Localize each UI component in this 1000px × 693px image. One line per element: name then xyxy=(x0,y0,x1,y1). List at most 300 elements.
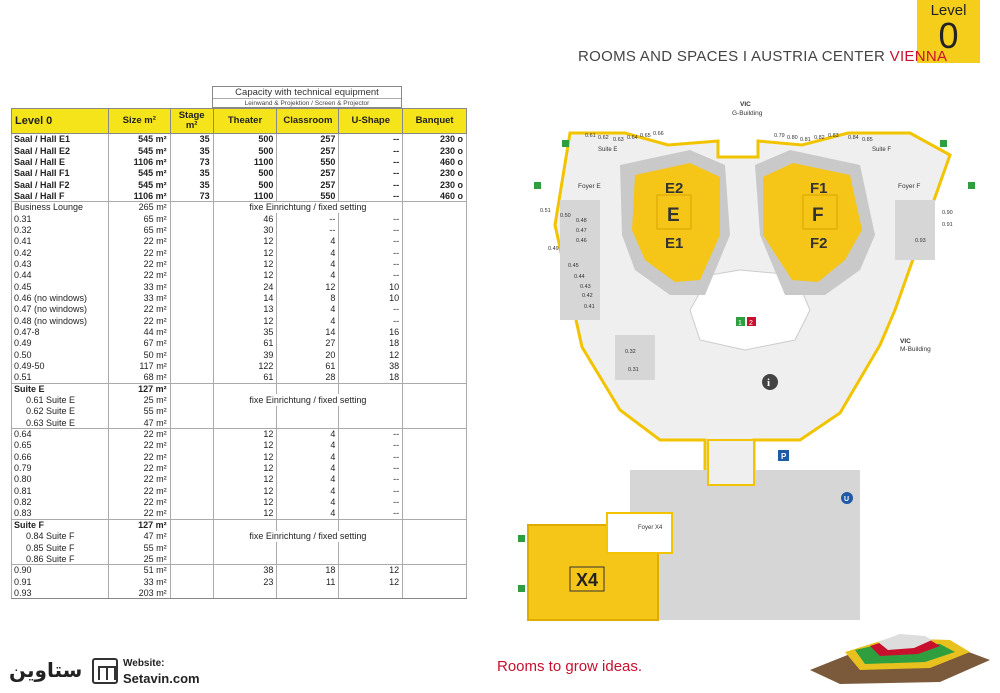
setavin-logo[interactable] xyxy=(9,656,200,686)
room-stage xyxy=(170,474,213,485)
room-ushape: -- xyxy=(339,224,403,235)
room-banquet xyxy=(403,508,467,519)
logo-farsi-text: ستاوین xyxy=(9,658,83,682)
room-banquet xyxy=(403,553,467,564)
room-stage xyxy=(170,519,213,530)
table-row xyxy=(12,383,467,394)
room-number-label: 0.80 xyxy=(787,135,798,141)
room-name: Saal / Hall E xyxy=(12,156,109,167)
room-theater: 12 xyxy=(213,236,277,247)
room-theater: 61 xyxy=(213,338,277,349)
room-ushape: -- xyxy=(339,474,403,485)
room-stage xyxy=(170,349,213,360)
room-stage xyxy=(170,360,213,371)
room-banquet xyxy=(403,576,467,587)
room-stage xyxy=(170,270,213,281)
fixed-setting-note xyxy=(213,202,403,213)
room-ushape: -- xyxy=(339,145,403,156)
room-theater: 1100 xyxy=(213,190,277,201)
table-row xyxy=(12,406,467,417)
room-theater: 12 xyxy=(213,474,277,485)
room-number-label: 0.31 xyxy=(628,367,639,373)
room-banquet xyxy=(403,485,467,496)
room-size: 22 m² xyxy=(108,236,170,247)
room-size: 22 m² xyxy=(108,270,170,281)
suite-e-label: Suite E xyxy=(598,147,618,153)
room-banquet xyxy=(403,224,467,235)
room-classroom: 257 xyxy=(277,134,339,145)
room-classroom: 61 xyxy=(277,360,339,371)
room-size: 203 m² xyxy=(108,587,170,598)
table-row xyxy=(12,190,467,201)
exit-icon xyxy=(518,535,525,542)
room-ushape: -- xyxy=(339,190,403,201)
room-theater: 35 xyxy=(213,326,277,337)
room-name: 0.49-50 xyxy=(12,360,109,371)
room-ushape: 12 xyxy=(339,349,403,360)
logo-mark-icon xyxy=(92,658,118,684)
room-theater xyxy=(213,542,277,553)
room-classroom: -- xyxy=(277,224,339,235)
room-banquet xyxy=(403,542,467,553)
table-row xyxy=(12,576,467,587)
room-name: Saal / Hall E2 xyxy=(12,145,109,156)
header-banquet: Banquet xyxy=(403,109,467,134)
room-number-label: 0.64 xyxy=(627,135,638,141)
rooms-table-body xyxy=(12,134,467,599)
room-size: 65 m² xyxy=(108,224,170,235)
room-banquet: 230 o xyxy=(403,168,467,179)
room-theater: 38 xyxy=(213,565,277,576)
rooms-table-header xyxy=(12,109,467,134)
room-number-label: 0.41 xyxy=(584,304,595,310)
hall-e1-label: E1 xyxy=(665,235,684,252)
room-ushape: 12 xyxy=(339,565,403,576)
room-size: 55 m² xyxy=(108,542,170,553)
room-theater: 23 xyxy=(213,576,277,587)
room-theater: 14 xyxy=(213,292,277,303)
room-banquet: 230 o xyxy=(403,145,467,156)
room-size: 22 m² xyxy=(108,258,170,269)
room-name: 0.31 xyxy=(12,213,109,224)
table-row xyxy=(12,542,467,553)
room-banquet xyxy=(403,406,467,417)
room-name: 0.32 xyxy=(12,224,109,235)
room-ushape: 10 xyxy=(339,281,403,292)
room-banquet xyxy=(403,270,467,281)
room-classroom: 4 xyxy=(277,270,339,281)
room-banquet xyxy=(403,383,467,394)
room-number-label: 0.42 xyxy=(582,293,593,299)
room-theater: 12 xyxy=(213,440,277,451)
room-number-label: 0.46 xyxy=(576,238,587,244)
room-classroom: 257 xyxy=(277,179,339,190)
room-classroom: 4 xyxy=(277,485,339,496)
room-banquet xyxy=(403,247,467,258)
room-ushape: -- xyxy=(339,485,403,496)
room-stage xyxy=(170,428,213,439)
room-ushape: -- xyxy=(339,462,403,473)
room-ushape: -- xyxy=(339,497,403,508)
building-illustration-icon xyxy=(800,620,995,690)
room-name: 0.93 xyxy=(12,587,109,598)
room-banquet xyxy=(403,236,467,247)
room-classroom xyxy=(277,542,339,553)
room-number-label: 0.85 xyxy=(862,137,873,143)
room-number-label: 0.62 xyxy=(598,135,609,141)
room-theater: 12 xyxy=(213,270,277,281)
room-name: 0.46 (no windows) xyxy=(12,292,109,303)
room-theater: 12 xyxy=(213,428,277,439)
hall-e-label: E xyxy=(667,205,680,226)
table-row xyxy=(12,247,467,258)
table-row xyxy=(12,440,467,451)
entrance-corridor xyxy=(708,440,754,485)
header-classroom: Classroom xyxy=(277,109,339,134)
room-classroom: 4 xyxy=(277,497,339,508)
room-name: Saal / Hall F2 xyxy=(12,179,109,190)
room-banquet xyxy=(403,462,467,473)
room-stage xyxy=(170,440,213,451)
room-banquet xyxy=(403,213,467,224)
header-stage-text: Stage m² xyxy=(178,110,205,131)
room-name: Suite F xyxy=(12,519,109,530)
room-size: 68 m² xyxy=(108,372,170,383)
room-stage xyxy=(170,587,213,598)
room-stage xyxy=(170,394,213,405)
room-name: 0.47 (no windows) xyxy=(12,304,109,315)
capacity-header-subtitle: Leinwand & Projektion / Screen & Projector xyxy=(244,100,370,107)
room-stage: 35 xyxy=(170,168,213,179)
room-size: 22 m² xyxy=(108,474,170,485)
room-number-label: 0.47 xyxy=(576,228,587,234)
room-theater: 12 xyxy=(213,462,277,473)
table-row xyxy=(12,360,467,371)
room-number-label: 0.90 xyxy=(942,210,953,216)
foyer-e-label: Foyer E xyxy=(578,183,601,190)
logo-website-label: Website: xyxy=(123,658,165,669)
room-banquet xyxy=(403,531,467,542)
room-theater: 61 xyxy=(213,372,277,383)
room-classroom: 14 xyxy=(277,326,339,337)
room-ushape: -- xyxy=(339,156,403,167)
room-ushape: 18 xyxy=(339,338,403,349)
room-theater: 500 xyxy=(213,134,277,145)
slogan: Rooms to grow ideas. xyxy=(497,658,643,675)
room-stage xyxy=(170,202,213,213)
room-classroom: 550 xyxy=(277,156,339,167)
table-row xyxy=(12,462,467,473)
room-name: Business Lounge xyxy=(12,202,109,213)
table-row xyxy=(12,315,467,326)
table-row xyxy=(12,213,467,224)
room-size: 47 m² xyxy=(108,417,170,428)
room-size: 127 m² xyxy=(108,383,170,394)
room-banquet xyxy=(403,349,467,360)
rooms-right-block xyxy=(895,200,935,260)
room-ushape: 38 xyxy=(339,360,403,371)
room-number-label: 0.45 xyxy=(568,263,579,269)
table-row xyxy=(12,519,467,530)
room-stage xyxy=(170,406,213,417)
room-ushape: -- xyxy=(339,508,403,519)
table-row xyxy=(12,553,467,564)
room-stage xyxy=(170,565,213,576)
room-classroom xyxy=(277,417,339,428)
room-ushape: -- xyxy=(339,258,403,269)
room-stage: 73 xyxy=(170,190,213,201)
room-name: 0.41 xyxy=(12,236,109,247)
room-name: 0.64 xyxy=(12,428,109,439)
room-classroom: -- xyxy=(277,213,339,224)
hall-f2-label: F2 xyxy=(810,235,828,252)
room-ushape: -- xyxy=(339,315,403,326)
room-name: 0.90 xyxy=(12,565,109,576)
room-name: 0.63 Suite E xyxy=(12,417,109,428)
table-row xyxy=(12,179,467,190)
table-row xyxy=(12,258,467,269)
room-classroom: 4 xyxy=(277,315,339,326)
room-banquet xyxy=(403,440,467,451)
room-name: 0.62 Suite E xyxy=(12,406,109,417)
room-number-label: 0.93 xyxy=(915,238,926,244)
hall-f1-label: F1 xyxy=(810,180,828,197)
room-classroom: 550 xyxy=(277,190,339,201)
room-stage: 35 xyxy=(170,179,213,190)
room-number-label: 0.50 xyxy=(560,213,571,219)
room-number-label: 0.82 xyxy=(814,135,825,141)
room-size: 127 m² xyxy=(108,519,170,530)
level-number: 0 xyxy=(938,15,959,56)
room-name: 0.85 Suite F xyxy=(12,542,109,553)
room-theater: 12 xyxy=(213,315,277,326)
room-name: 0.44 xyxy=(12,270,109,281)
room-size: 545 m² xyxy=(108,145,170,156)
table-row xyxy=(12,326,467,337)
room-stage xyxy=(170,372,213,383)
room-classroom: 4 xyxy=(277,451,339,462)
table-row xyxy=(12,156,467,167)
room-classroom: 257 xyxy=(277,168,339,179)
room-stage xyxy=(170,417,213,428)
table-row xyxy=(12,565,467,576)
room-number-label: 0.84 xyxy=(848,135,859,141)
room-ushape xyxy=(339,383,403,394)
room-ushape xyxy=(339,417,403,428)
room-stage xyxy=(170,247,213,258)
room-classroom: 12 xyxy=(277,281,339,292)
room-ushape: -- xyxy=(339,304,403,315)
room-theater: 500 xyxy=(213,179,277,190)
room-theater xyxy=(213,406,277,417)
capacity-header xyxy=(212,86,402,108)
vic-g-title: VIC xyxy=(740,101,751,108)
table-row xyxy=(12,236,467,247)
room-name: Saal / Hall F1 xyxy=(12,168,109,179)
room-theater: 500 xyxy=(213,145,277,156)
rooms-table xyxy=(11,108,467,599)
room-size: 47 m² xyxy=(108,531,170,542)
header-stage xyxy=(170,109,213,134)
room-name: Saal / Hall E1 xyxy=(12,134,109,145)
room-stage: 73 xyxy=(170,156,213,167)
room-ushape xyxy=(339,406,403,417)
table-row xyxy=(12,474,467,485)
room-stage xyxy=(170,508,213,519)
room-size: 545 m² xyxy=(108,179,170,190)
room-name: 0.42 xyxy=(12,247,109,258)
room-ushape: -- xyxy=(339,236,403,247)
exit-icon xyxy=(562,140,569,147)
room-ushape: -- xyxy=(339,179,403,190)
header-size: Size m² xyxy=(108,109,170,134)
room-banquet xyxy=(403,315,467,326)
room-classroom xyxy=(277,587,339,598)
room-banquet: 230 o xyxy=(403,179,467,190)
subway-icon-glyph: U xyxy=(844,496,850,503)
fixed-setting-de: fixe Einrichtung xyxy=(249,531,311,542)
room-size: 22 m² xyxy=(108,462,170,473)
room-name: 0.83 xyxy=(12,508,109,519)
logo-website-url[interactable]: Setavin.com xyxy=(123,671,200,686)
fixed-setting-de: fixe Einrichtung xyxy=(249,202,311,213)
info-icon-glyph: i xyxy=(767,377,771,389)
room-number-label: 0.43 xyxy=(580,284,591,290)
room-number-label: 0.81 xyxy=(800,137,811,143)
room-banquet xyxy=(403,372,467,383)
room-banquet xyxy=(403,417,467,428)
room-ushape: -- xyxy=(339,168,403,179)
elevator-floor-2-label: 2 xyxy=(749,320,753,327)
room-ushape xyxy=(339,519,403,530)
exit-icon xyxy=(968,182,975,189)
room-classroom: 4 xyxy=(277,508,339,519)
room-ushape: -- xyxy=(339,440,403,451)
room-banquet xyxy=(403,394,467,405)
room-name: 0.82 xyxy=(12,497,109,508)
room-classroom: 27 xyxy=(277,338,339,349)
room-stage xyxy=(170,553,213,564)
room-ushape: -- xyxy=(339,270,403,281)
room-classroom: 4 xyxy=(277,474,339,485)
room-name: 0.48 (no windows) xyxy=(12,315,109,326)
room-number-label: 0.49 xyxy=(548,246,559,252)
room-name: 0.86 Suite F xyxy=(12,553,109,564)
table-row xyxy=(12,508,467,519)
room-ushape: 18 xyxy=(339,372,403,383)
room-banquet: 460 o xyxy=(403,156,467,167)
room-size: 51 m² xyxy=(108,565,170,576)
exit-icon xyxy=(940,140,947,147)
room-name: 0.51 xyxy=(12,372,109,383)
room-stage xyxy=(170,497,213,508)
room-name: Saal / Hall F xyxy=(12,190,109,201)
page-title-accent: VIENNA xyxy=(889,48,948,65)
room-theater xyxy=(213,519,277,530)
table-row xyxy=(12,224,467,235)
room-number-label: 0.91 xyxy=(942,222,953,228)
foyer-x4-label: Foyer X4 xyxy=(638,525,663,531)
room-classroom xyxy=(277,406,339,417)
vic-m-title: VIC xyxy=(900,338,911,345)
room-theater xyxy=(213,383,277,394)
room-size: 1106 m² xyxy=(108,190,170,201)
room-banquet xyxy=(403,428,467,439)
room-classroom: 4 xyxy=(277,440,339,451)
room-classroom: 20 xyxy=(277,349,339,360)
room-size: 1106 m² xyxy=(108,156,170,167)
level-label: Level xyxy=(930,2,967,19)
room-theater xyxy=(213,417,277,428)
table-row xyxy=(12,338,467,349)
table-row xyxy=(12,304,467,315)
room-classroom: 18 xyxy=(277,565,339,576)
room-banquet xyxy=(403,258,467,269)
room-size: 65 m² xyxy=(108,213,170,224)
room-size: 67 m² xyxy=(108,338,170,349)
room-number-label: 0.65 xyxy=(640,133,651,139)
room-theater: 12 xyxy=(213,485,277,496)
table-row xyxy=(12,145,467,156)
room-ushape: -- xyxy=(339,428,403,439)
room-ushape xyxy=(339,553,403,564)
room-stage xyxy=(170,462,213,473)
room-name: 0.43 xyxy=(12,258,109,269)
room-size: 22 m² xyxy=(108,247,170,258)
table-row xyxy=(12,202,467,213)
fixed-setting-en: / fixed setting xyxy=(313,202,367,213)
room-stage xyxy=(170,304,213,315)
room-size: 22 m² xyxy=(108,440,170,451)
room-stage: 35 xyxy=(170,134,213,145)
room-theater: 24 xyxy=(213,281,277,292)
room-size: 55 m² xyxy=(108,406,170,417)
room-size: 33 m² xyxy=(108,576,170,587)
room-stage xyxy=(170,213,213,224)
room-size: 22 m² xyxy=(108,497,170,508)
room-ushape: 16 xyxy=(339,326,403,337)
room-name: 0.80 xyxy=(12,474,109,485)
room-name: 0.47-8 xyxy=(12,326,109,337)
room-classroom: 257 xyxy=(277,145,339,156)
hall-x4-label: X4 xyxy=(576,570,599,590)
room-size: 22 m² xyxy=(108,508,170,519)
room-stage xyxy=(170,224,213,235)
room-ushape: 12 xyxy=(339,576,403,587)
table-row xyxy=(12,292,467,303)
room-name: 0.45 xyxy=(12,281,109,292)
room-name: Suite E xyxy=(12,383,109,394)
floor-plan-map xyxy=(510,95,1000,625)
room-size: 22 m² xyxy=(108,485,170,496)
fixed-setting-note xyxy=(213,394,403,405)
room-banquet: 460 o xyxy=(403,190,467,201)
table-row xyxy=(12,531,467,542)
room-number-label: 0.44 xyxy=(574,274,585,280)
room-name: 0.81 xyxy=(12,485,109,496)
room-classroom: 4 xyxy=(277,258,339,269)
table-row xyxy=(12,485,467,496)
room-banquet xyxy=(403,326,467,337)
hall-f-label: F xyxy=(812,205,824,226)
room-stage xyxy=(170,485,213,496)
room-number-label: 0.63 xyxy=(613,137,624,143)
room-number-label: 0.79 xyxy=(774,133,785,139)
room-ushape: -- xyxy=(339,134,403,145)
table-row xyxy=(12,168,467,179)
page-title-main: ROOMS AND SPACES I AUSTRIA CENTER xyxy=(578,48,890,65)
room-theater: 12 xyxy=(213,508,277,519)
